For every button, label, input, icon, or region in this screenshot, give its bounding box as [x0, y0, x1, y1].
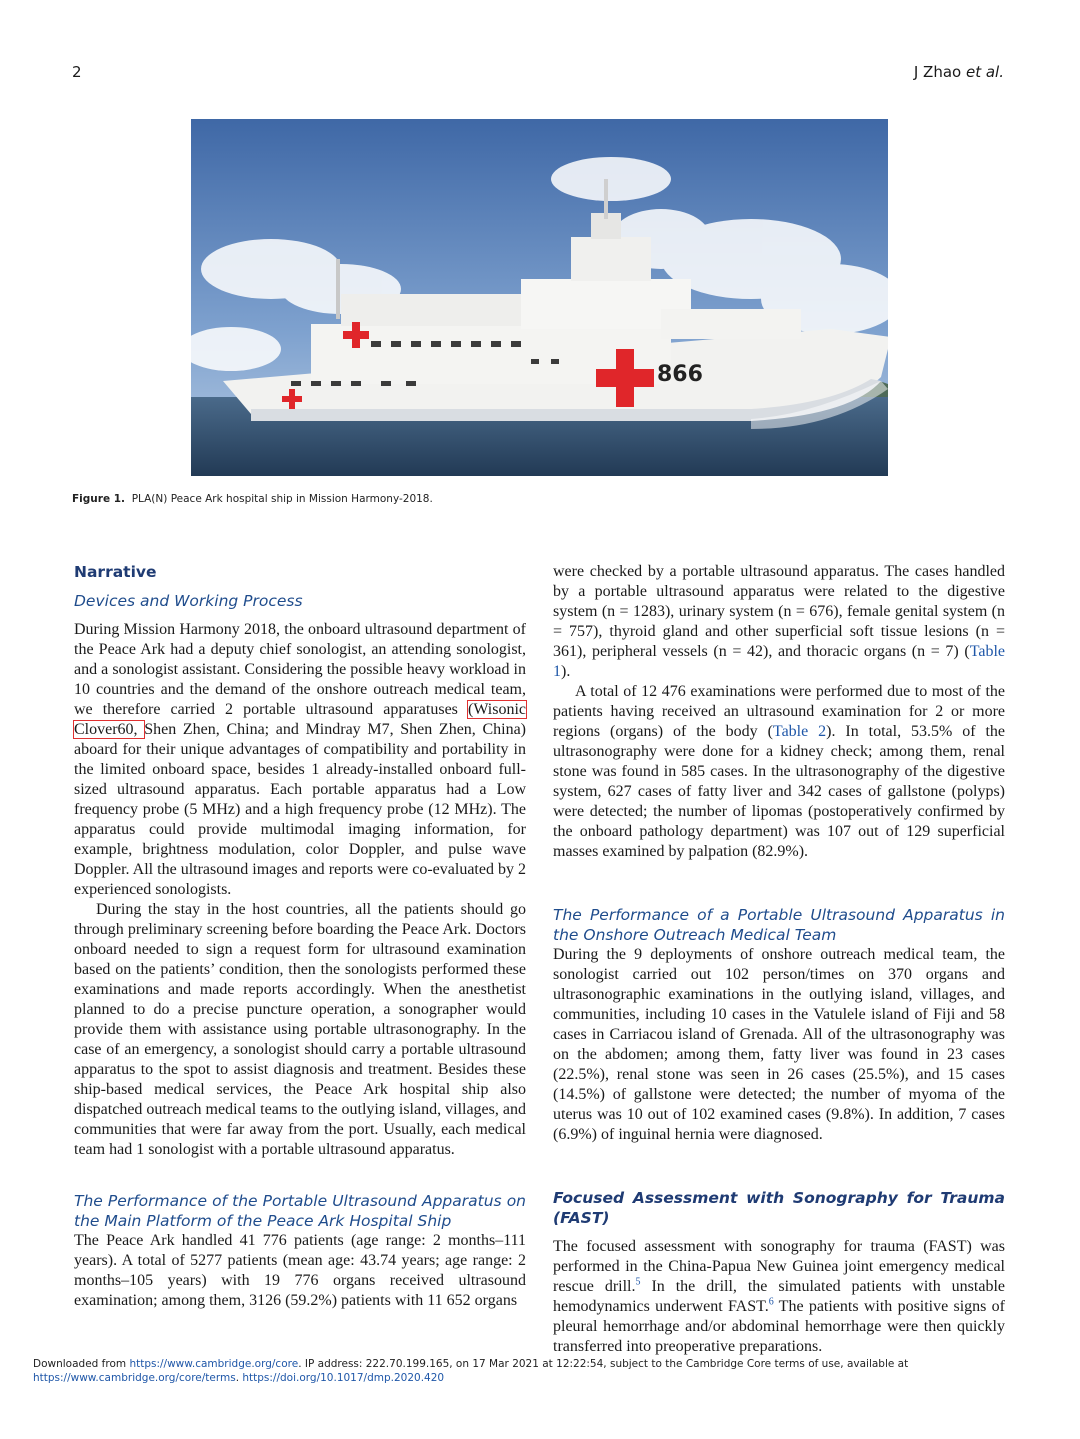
running-head — [914, 63, 1004, 81]
highlight-box: (Wisonic Clover60, — [74, 701, 526, 738]
ship-illustration — [191, 119, 888, 476]
caption-label: Figure 1. — [72, 493, 126, 505]
ship-photo — [191, 119, 888, 476]
paragraph-main-platform: The Peace Ark handled 41 776 patients (age range: 2 months–111 years). A total of 5277 patients (mean age: 43.74 years; age range: 2 months–105 years) with 19 776 organs received ultrasound examination; among them, 3126 (59.2%) patients with 11 652 organs — [74, 1232, 526, 1309]
figure-caption — [72, 493, 433, 505]
running-head-author: J Zhao — [913, 63, 966, 81]
paragraph-devices — [74, 620, 526, 900]
cambridge-core-link[interactable]: https://www.cambridge.org/core — [129, 1358, 299, 1370]
paragraph-examinations — [553, 682, 1005, 862]
footer-text: Downloaded from — [33, 1358, 130, 1370]
subsection-main-platform: The Performance of the Portable Ultrasound Apparatus on the Main Platform of the Peace Ark Hospital Ship — [74, 1192, 526, 1230]
footer-text: . IP address: 222.70.199.165, on 17 Mar 2021 at 12:22:54, subject to the Cambridge Core terms of use, available at — [298, 1358, 909, 1370]
text-run: were checked by a portable ultrasound apparatus. The cases handled by a portable ultrasound apparatus were related to the digestive system (n = 1283), urinary system (n = 676), female genital system (n = 757), thyroid gland and other superficial soft tissue lesions (n = 361), peripheral vessels (n = 42), and thoracic organs (n = 7) ( — [553, 563, 1005, 660]
doi-link[interactable]: https://doi.org/10.1017/dmp.2020.420 — [242, 1372, 445, 1384]
text-run: Shen Zhen, China; and Mindray M7, Shen Zhen, China) aboard for their unique advantages of compatibility and portability in the limited onboard space, besides 1 already-installed onboard full-sized ultrasound apparatus. Each portable apparatus had a Low frequency probe (5 MHz) and a high frequency probe (12 MHz). The apparatus could provide multimodal imaging information, for example, brightness modulation, color Doppler, and pulse wave Doppler. All the ultrasound images and reports were co-evaluated by 2 experienced sonologists. — [74, 721, 527, 898]
right-column — [553, 562, 1005, 1357]
section-title: Narrative — [74, 563, 157, 581]
subsection-fast: Focused Assessment with Sonography for Trauma (FAST) — [553, 1189, 1005, 1227]
table2-link[interactable]: Table 2 — [772, 723, 827, 740]
terms-link[interactable]: https://www.cambridge.org/core/terms — [33, 1372, 236, 1384]
text-run: The focused assessment with sonography for trauma (FAST) was performed in the China-Papua New Guinea joint emergency medical rescue drill. — [553, 1238, 1005, 1295]
ref-5-link[interactable]: 5 — [635, 1276, 641, 1288]
subsection-devices: Devices and Working Process — [74, 592, 303, 610]
subsection-onshore: The Performance of a Portable Ultrasound Apparatus in the Onshore Outreach Medical Team — [553, 906, 1005, 944]
paragraph-onshore: During the 9 deployments of onshore outreach medical team, the sonologist carried out 102 person/times on 370 organs and ultrasonographic examinations in the outlying island, villages, and communities, including 10 cases in the Vatulele island of Fiji and 58 cases in Carriacou island of Grenada. All of the ultrasonography was on the abdomen; among them, fatty liver was found in 23 cases (22.5%), renal stone was seen in 26 cases (25.5%), and 15 cases (14.5%) of gallstone were detected; the number of myoma of the uterus was 10 out of 102 examined cases (9.8%). In addition, 7 cases (6.9%) of inguinal hernia were diagnosed. — [553, 946, 1005, 1143]
page-number: 2 — [72, 63, 82, 81]
paragraph-workflow: During the stay in the host countries, all the patients should go through preliminary screening before boarding the Peace Ark. Doctors onboard needed to sign a request form for ultrasound examination based on the patients’ condition, then the sonologists performed these examinations and made reports accordingly. When the anesthetist planned to do a precise puncture operation, a sonographer would provide them with assistance using portable ultrasonography. In the case of an emergency, a sonologist should carry a portable ultrasound apparatus to the spot to assist diagnosis and treatment. Besides these ship-based medical services, the Peace Ark hospital ship also dispatched outreach medical teams to the outlying island, villages, and communities that were far away from the port. Usually, each medical team had 1 sonologist with a portable ultrasound apparatus. — [74, 901, 526, 1158]
paragraph-cases — [553, 562, 1005, 682]
footer-text: . — [235, 1372, 243, 1384]
text-run: The patients with positive signs of pleural hemorrhage and/or abdominal hemorrhage were then quickly transferred into preoperative preparations. — [553, 1298, 1005, 1355]
text-run: In the drill, the simulated patients with unstable hemodynamics underwent FAST. — [553, 1278, 1005, 1315]
download-footer — [33, 1357, 908, 1385]
table1-link[interactable]: Table 1 — [553, 643, 1005, 680]
caption-text: PLA(N) Peace Ark hospital ship in Mission Harmony-2018. — [131, 493, 433, 505]
text-run: ). In total, 53.5% of the ultrasonography were done for a kidney check; among them, renal stone was found in 585 cases. In the ultrasonography of the digestive system, 627 cases of fatty liver and 342 cases of gallstone (polyps) were detected; the number of lipomas (postoperatively confirmed by the onboard pathology department) was 107 out of 129 superficial masses examined by palpation (82.9%). — [553, 723, 1006, 860]
running-head-etal: et al. — [965, 63, 1004, 81]
ref-6-link[interactable]: 6 — [768, 1296, 774, 1308]
paragraph-fast — [553, 1237, 1005, 1357]
text-run: ). — [561, 663, 571, 680]
text-run: A total of 12 476 examinations were performed due to most of the patients having received an ultrasound examination for 2 or more regions (organs) of the body ( — [553, 683, 1005, 740]
hull-number: 866 — [657, 362, 703, 387]
text-run: During Mission Harmony 2018, the onboard ultrasound department of the Peace Ark had a deputy chief sonologist, an attending sonologist, and a sonologist assistant. Considering the possible heavy workload in 10 countries and the demand of the onshore outreach medical team, we therefore carried 2 portable ultrasound apparatuses — [74, 621, 526, 718]
left-column — [74, 562, 526, 1311]
